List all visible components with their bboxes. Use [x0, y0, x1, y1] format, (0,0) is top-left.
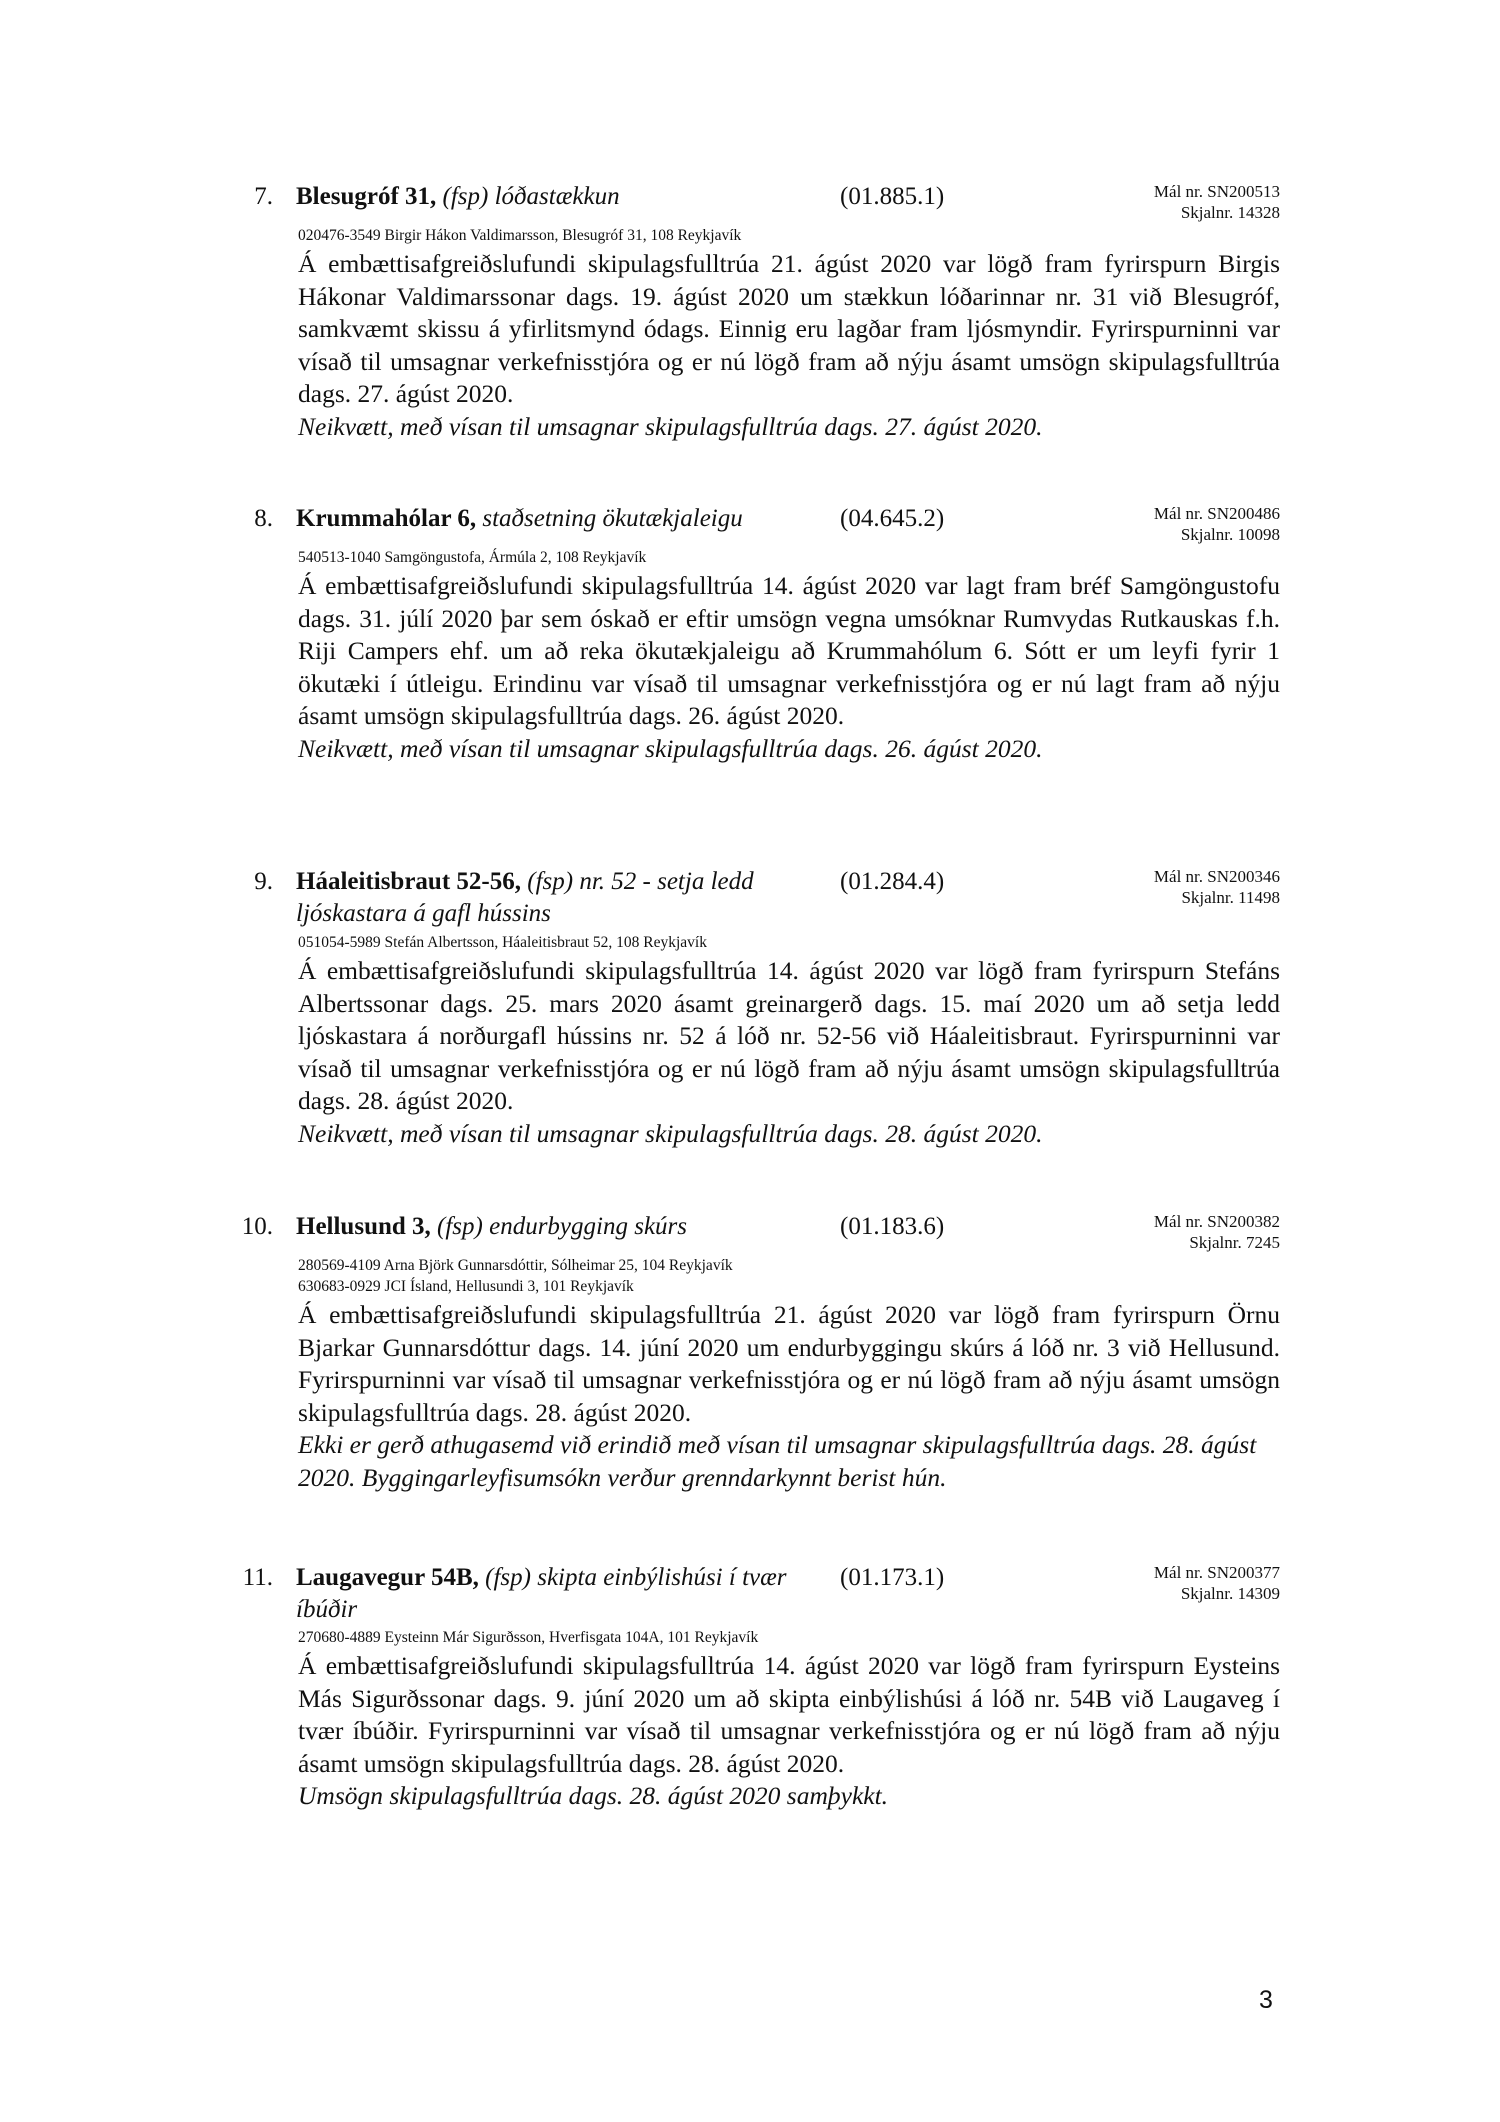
case-reference	[1154, 503, 1280, 545]
case-number: Mál nr. SN200377	[1153, 1563, 1280, 1582]
item-description: Á embættisafgreiðslufundi skipulagsfulltrúa 21. ágúst 2020 var lögð fram fyrirspurn Birgis Hákonar Valdimarssonar dags. 19. ágúst 2020 um stækkun lóðarinnar nr. 31 við Blesugróf, samkvæmt skissu á yfirlitsmynd ódags. Einnig eru lagðar fram ljósmyndir. Fyrirspurninni var vísað til umsagnar verkefnisstjóra og er nú lögð fram að nýju ásamt umsögn skipulagsfulltrúa dags. 27. ágúst 2020.	[298, 249, 1280, 408]
item-title	[296, 1562, 796, 1626]
document-number: Skjalnr. 10098	[1180, 525, 1280, 544]
item-number: 11.	[242, 1564, 273, 1591]
item-land-code: (04.645.2)	[840, 505, 945, 532]
party-line: 051054-5989 Stefán Albertsson, Háaleitisbraut 52, 108 Reykjavík	[298, 934, 707, 951]
party-line: 270680-4889 Eysteinn Már Sigurðsson, Hverfisgata 104A, 101 Reykjavík	[298, 1629, 759, 1646]
case-number: Mál nr. SN200382	[1153, 1212, 1280, 1231]
party-line: 540513-1040 Samgöngustofa, Ármúla 2, 108 Reykjavík	[298, 549, 647, 566]
item-subject: (fsp) nr. 52 - setja ledd ljóskastara á gafl hússins	[296, 868, 754, 927]
item-subject: (fsp) endurbygging skúrs	[437, 1213, 688, 1240]
case-reference	[1154, 866, 1280, 908]
parties	[298, 547, 646, 568]
item-body	[298, 248, 1280, 443]
party-line: 280569-4109 Arna Björk Gunnarsdóttir, Sólheimar 25, 104 Reykjavík	[298, 1257, 733, 1274]
case-number: Mál nr. SN200513	[1153, 182, 1280, 201]
item-decision: Neikvætt, með vísan til umsagnar skipulagsfulltrúa dags. 28. ágúst 2020.	[298, 1118, 1043, 1148]
case-reference	[1154, 1211, 1280, 1253]
item-description: Á embættisafgreiðslufundi skipulagsfulltrúa 14. ágúst 2020 var lagt fram bréf Samgöngustofu dags. 31. júlí 2020 þar sem óskað er eftir umsögn vegna umsóknar Rumvydas Rutkauskas f.h. Riji Campers ehf. um að reka ökutækjaleigu að Krummahólum 6. Sótt er um leyfi fyrir 1 ökutæki í útleigu. Erindinu var vísað til umsagnar verkefnisstjóra og er nú lagt fram að nýju ásamt umsögn skipulagsfulltrúa dags. 26. ágúst 2020.	[298, 571, 1280, 730]
item-land-code: (01.173.1)	[840, 1564, 945, 1591]
item-number: 8.	[254, 505, 273, 532]
item-number: 10.	[241, 1213, 273, 1240]
item-description: Á embættisafgreiðslufundi skipulagsfulltrúa 14. ágúst 2020 var lögð fram fyrirspurn Eysteins Más Sigurðssonar dags. 9. júní 2020 um að skipta einbýlishúsi á lóð nr. 54B við Laugaveg í tvær íbúðir. Fyrirspurninni var vísað til umsagnar verkefnisstjóra og er nú lögð fram að nýju ásamt umsögn skipulagsfulltrúa dags. 28. ágúst 2020.	[298, 1651, 1280, 1778]
case-reference	[1154, 1562, 1280, 1604]
item-land-code: (01.284.4)	[840, 868, 945, 895]
item-decision: Ekki er gerð athugasemd við erindið með vísan til umsagnar skipulagsfulltrúa dags. 28. ágúst 2020. Byggingarleyfisumsókn verður grenndarkynnt berist hún.	[298, 1430, 1257, 1492]
item-subject: staðsetning ökutækjaleigu	[482, 505, 743, 532]
item-subject: (fsp) skipta einbýlishúsi í tvær íbúðir	[296, 1564, 787, 1623]
item-land-code: (01.885.1)	[840, 183, 945, 210]
item-body	[298, 1650, 1280, 1813]
party-line: 020476-3549 Birgir Hákon Valdimarsson, Blesugróf 31, 108 Reykjavík	[298, 227, 742, 244]
item-description: Á embættisafgreiðslufundi skipulagsfulltrúa 14. ágúst 2020 var lögð fram fyrirspurn Stefáns Albertssonar dags. 25. mars 2020 ásamt greinargerð dags. 15. maí 2020 um að setja ledd ljóskastara á norðurgafl hússins nr. 52 á lóð nr. 52-56 við Háaleitisbraut. Fyrirspurninni var vísað til umsagnar verkefnisstjóra og er nú lögð fram að nýju ásamt umsögn skipulagsfulltrúa dags. 28. ágúst 2020.	[298, 956, 1280, 1115]
parties	[298, 1627, 758, 1648]
case-number: Mál nr. SN200486	[1153, 504, 1280, 523]
document-number: Skjalnr. 7245	[1189, 1233, 1280, 1252]
document-number: Skjalnr. 14328	[1180, 203, 1280, 222]
item-number: 9.	[254, 868, 273, 895]
page-number: 3	[1259, 1986, 1273, 2014]
item-place: Hellusund 3,	[296, 1213, 431, 1240]
item-decision: Neikvætt, með vísan til umsagnar skipulagsfulltrúa dags. 26. ágúst 2020.	[298, 733, 1043, 763]
party-line: 630683-0929 JCI Ísland, Hellusundi 3, 101 Reykjavík	[298, 1278, 634, 1295]
item-title	[296, 866, 776, 930]
item-place: Laugavegur 54B,	[296, 1564, 479, 1591]
item-place: Háaleitisbraut 52-56,	[296, 868, 521, 895]
item-body	[298, 1299, 1280, 1494]
item-title	[296, 1211, 816, 1243]
item-decision: Neikvætt, með vísan til umsagnar skipulagsfulltrúa dags. 27. ágúst 2020.	[298, 411, 1043, 441]
parties	[298, 932, 707, 953]
item-decision: Umsögn skipulagsfulltrúa dags. 28. ágúst 2020 samþykkt.	[298, 1781, 889, 1810]
item-title	[296, 181, 816, 213]
item-subject: (fsp) lóðastækkun	[442, 183, 620, 210]
document-number: Skjalnr. 11498	[1181, 888, 1280, 907]
parties	[298, 225, 741, 246]
item-number: 7.	[254, 183, 273, 210]
case-reference	[1154, 181, 1280, 223]
item-land-code: (01.183.6)	[840, 1213, 945, 1240]
item-description: Á embættisafgreiðslufundi skipulagsfulltrúa 21. ágúst 2020 var lögð fram fyrirspurn Örnu Bjarkar Gunnarsdóttur dags. 14. júní 2020 um endurbyggingu skúrs á lóð nr. 3 við Hellusund. Fyrirspurninni var vísað til umsagnar verkefnisstjóra og er nú lögð fram að nýju ásamt umsögn skipulagsfulltrúa dags. 28. ágúst 2020.	[298, 1300, 1280, 1427]
case-number: Mál nr. SN200346	[1153, 867, 1280, 886]
item-body	[298, 570, 1280, 765]
item-place: Blesugróf 31,	[296, 183, 437, 210]
item-place: Krummahólar 6,	[296, 505, 477, 532]
item-body	[298, 955, 1280, 1150]
parties	[298, 1255, 733, 1297]
document-number: Skjalnr. 14309	[1180, 1584, 1280, 1603]
item-title	[296, 503, 816, 535]
